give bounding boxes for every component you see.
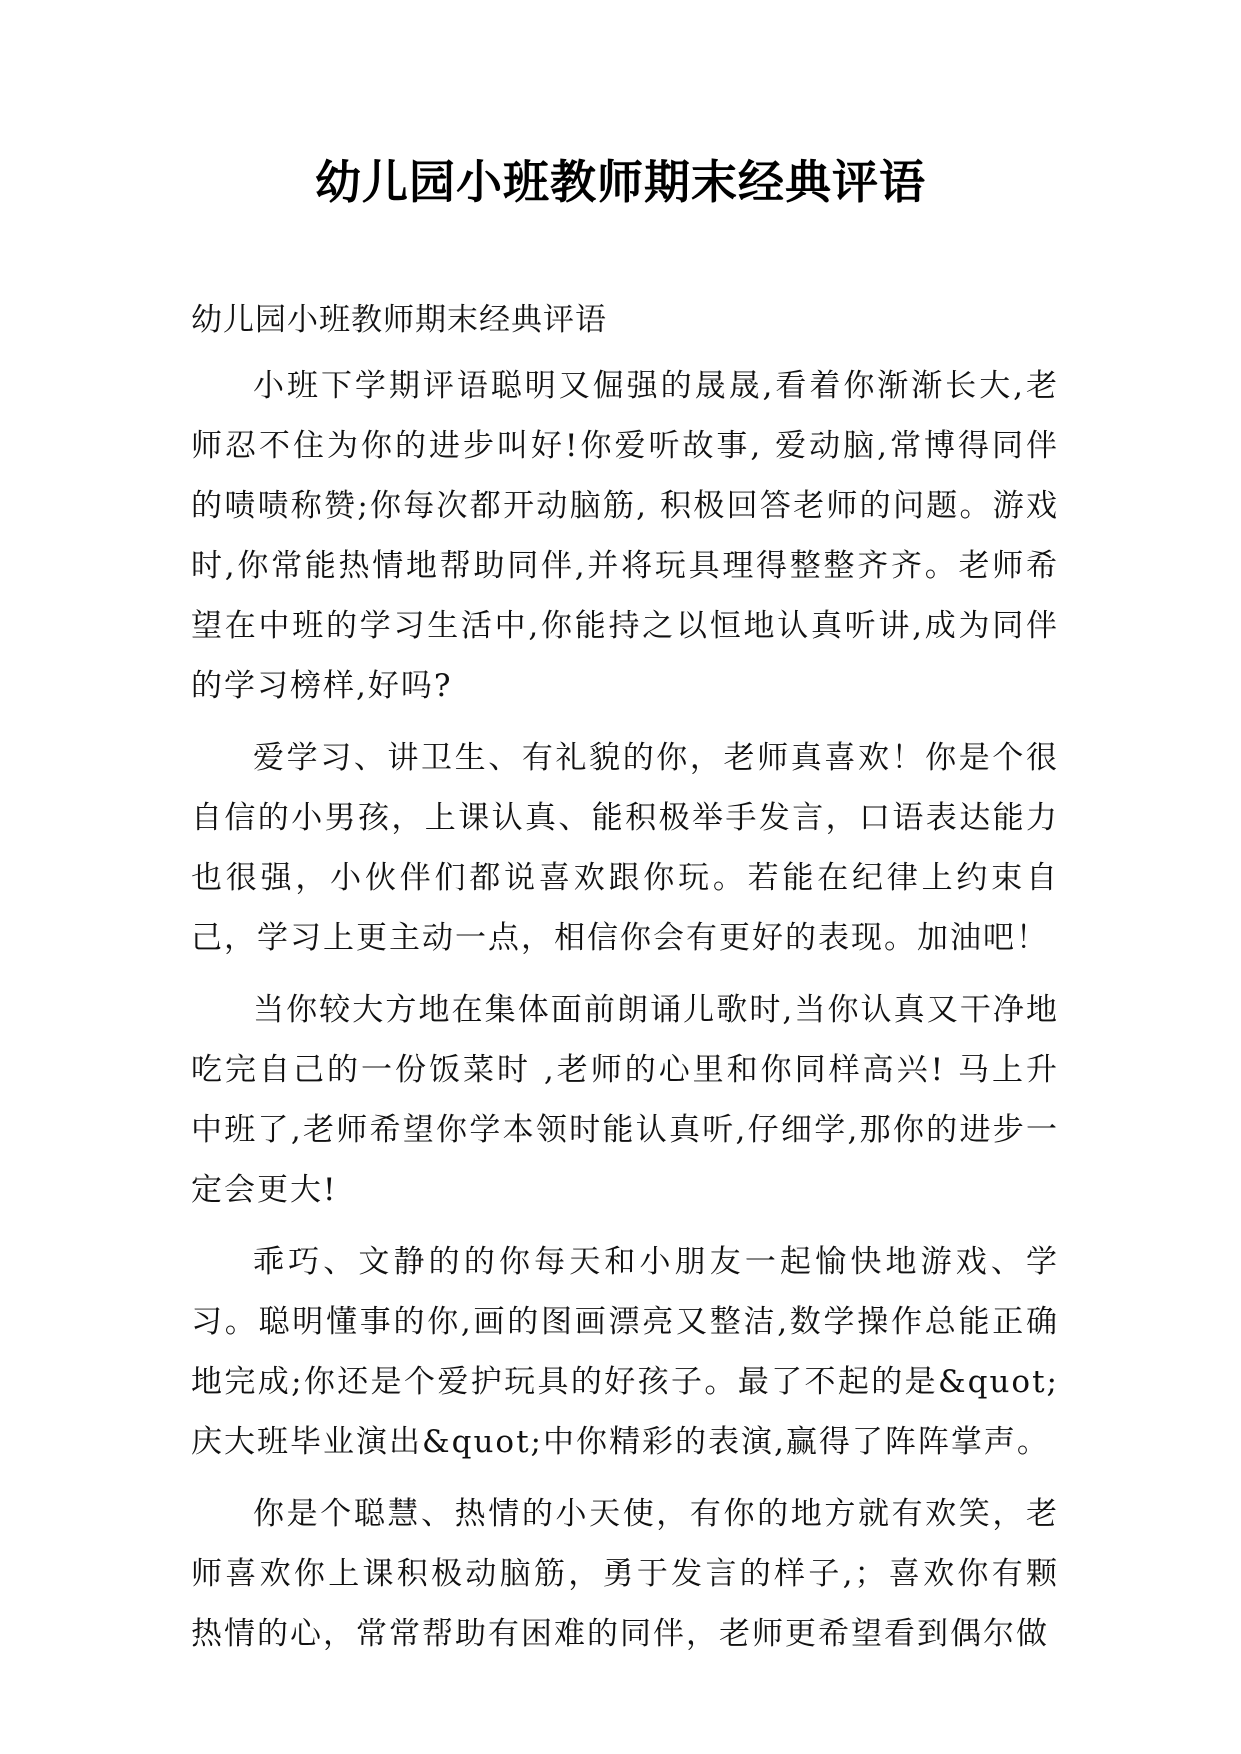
document-body: [191, 290, 1059, 1676]
document-title: 幼儿园小班教师期末经典评语: [315, 155, 926, 209]
paragraph: 乖巧、文静的的你每天和小朋友一起愉快地游戏、学习。聪明懂事的你,画的图画漂亮又整洁,数学操作总能正确地完成;你还是个爱护玩具的好孩子。最了不起的是&quot;庆大班毕业演出&quot;中你精彩的表演,赢得了阵阵掌声。: [191, 1244, 1059, 1460]
paragraph: 你是个聪慧、热情的小天使，有你的地方就有欢笑，老师喜欢你上课积极动脑筋，勇于发言的样子,；喜欢你有颗热情的心，常常帮助有困难的同伴，老师更希望看到偶尔做: [191, 1496, 1059, 1652]
document-subtitle: 幼儿园小班教师期末经典评语: [191, 302, 607, 338]
paragraph: 当你较大方地在集体面前朗诵儿歌时,当你认真又干净地吃完自己的一份饭菜时 ,老师的心里和你同样高兴! 马上升中班了,老师希望你学本领时能认真听,仔细学,那你的进步一定会更大!: [191, 992, 1059, 1208]
paragraph: 爱学习、讲卫生、有礼貌的你，老师真喜欢！你是个很自信的小男孩，上课认真、能积极举手发言，口语表达能力也很强，小伙伴们都说喜欢跟你玩。若能在纪律上约束自己，学习上更主动一点，相信你会有更好的表现。加油吧！: [191, 740, 1059, 956]
paragraph: 小班下学期评语聪明又倔强的晟晟,看着你渐渐长大,老师忍不住为你的进步叫好!你爱听故事, 爱动脑,常博得同伴的啧啧称赞;你每次都开动脑筋, 积极回答老师的问题。游戏时,你常能热情地帮助同伴,并将玩具理得整整齐齐。老师希望在中班的学习生活中,你能持之以恒地认真听讲,成为同伴的学习榜样,好吗?: [191, 368, 1059, 704]
